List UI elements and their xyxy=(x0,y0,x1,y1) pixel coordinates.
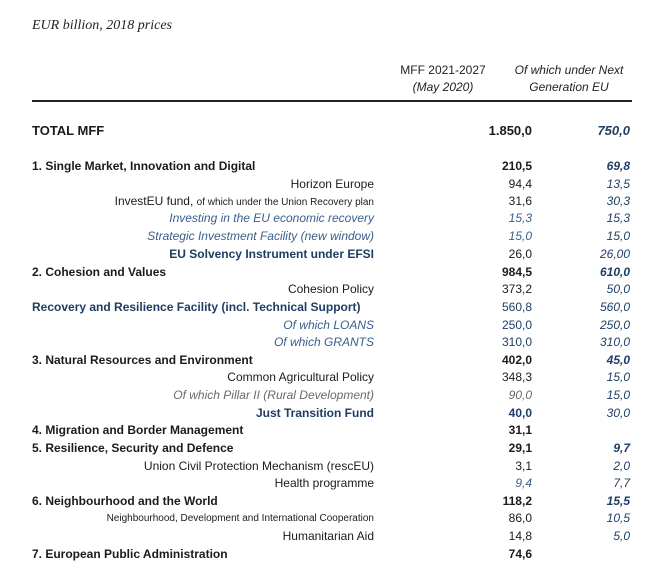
table-row xyxy=(32,281,632,298)
row-value-ngeu: 15,5 xyxy=(606,494,630,508)
row-value-mff: 74,6 xyxy=(508,547,532,561)
row-value-mff: 118,2 xyxy=(502,494,532,508)
row-label: Recovery and Resilience Facility (incl. Technical Support) xyxy=(32,300,361,314)
table-row xyxy=(32,246,632,263)
row-value-mff: 210,5 xyxy=(501,159,532,173)
row-value-mff: 15,3 xyxy=(508,211,532,225)
table-caption: EUR billion, 2018 prices xyxy=(32,18,172,33)
row-value-ngeu: 45,0 xyxy=(606,353,630,367)
table-row xyxy=(32,405,632,422)
row-value-ngeu: 250,0 xyxy=(599,318,630,332)
table-row xyxy=(32,422,632,439)
table-row xyxy=(32,546,632,563)
row-value-mff: 14,8 xyxy=(508,529,532,543)
row-label: Common Agricultural Policy xyxy=(227,370,374,384)
table-row xyxy=(32,458,632,475)
row-label: Neighbourhood, Development and International Cooperation xyxy=(106,513,374,524)
table-row xyxy=(32,334,632,351)
row-value-mff: 9,4 xyxy=(515,476,532,490)
row-label: Horizon Europe xyxy=(290,177,374,191)
row-value-ngeu: 15,0 xyxy=(606,370,630,384)
row-value-ngeu: 10,5 xyxy=(606,511,630,525)
row-value-ngeu: 50,0 xyxy=(606,282,630,296)
row-label: Humanitarian Aid xyxy=(282,529,374,543)
column-header-mff-line1: MFF 2021-2027 xyxy=(400,63,486,77)
table-row xyxy=(32,228,632,245)
row-value-ngeu: 7,7 xyxy=(613,476,630,490)
row-value-mff: 40,0 xyxy=(508,406,532,420)
row-value-mff: 90,0 xyxy=(508,388,532,402)
table-row xyxy=(32,369,632,386)
row-value-ngeu: 15,0 xyxy=(606,229,630,243)
row-label: Union Civil Protection Mechanism (rescEU) xyxy=(143,459,374,473)
row-value-mff: 373,2 xyxy=(501,282,532,296)
row-value-ngeu: 560,0 xyxy=(599,300,630,314)
row-label: Of which GRANTS xyxy=(273,335,374,349)
row-value-mff: 402,0 xyxy=(501,353,532,367)
table-row xyxy=(32,493,632,510)
row-label-note: of which under the Union Recovery plan xyxy=(196,197,374,208)
column-header-mff xyxy=(388,62,498,96)
row-value-mff: 29,1 xyxy=(508,441,532,455)
row-value-mff: 26,0 xyxy=(508,247,532,261)
table-row xyxy=(32,193,632,210)
row-label: 3. Natural Resources and Environment xyxy=(32,353,253,367)
row-value-ngeu: 750,0 xyxy=(597,123,630,138)
row-value-ngeu: 30,0 xyxy=(606,406,630,420)
row-label: 2. Cohesion and Values xyxy=(32,265,167,279)
table-row xyxy=(32,299,632,316)
table-row xyxy=(32,352,632,369)
row-value-ngeu: 310,0 xyxy=(599,335,630,349)
row-value-ngeu: 2,0 xyxy=(613,459,630,473)
table-row xyxy=(32,176,632,193)
column-header-mff-line2: (May 2020) xyxy=(412,80,474,94)
row-value-ngeu: 15,0 xyxy=(606,388,630,402)
row-value-mff: 310,0 xyxy=(501,335,532,349)
row-label: Health programme xyxy=(274,476,374,490)
row-label: TOTAL MFF xyxy=(32,123,105,138)
row-value-ngeu: 13,5 xyxy=(606,177,630,191)
row-value-mff: 250,0 xyxy=(501,318,532,332)
row-value-mff: 94,4 xyxy=(508,177,532,191)
row-label: 1. Single Market, Innovation and Digital xyxy=(32,159,256,173)
row-label: Just Transition Fund xyxy=(255,406,374,420)
row-value-ngeu: 5,0 xyxy=(613,529,630,543)
row-label: EU Solvency Instrument under EFSI xyxy=(169,247,374,261)
row-label: Of which LOANS xyxy=(283,318,374,332)
row-label-main: InvestEU fund, xyxy=(114,194,194,208)
table-row xyxy=(32,475,632,492)
row-label: Investing in the EU economic recovery xyxy=(169,211,374,225)
table-row xyxy=(32,264,632,281)
row-value-mff: 31,6 xyxy=(508,194,532,208)
table-row xyxy=(32,387,632,404)
header-divider xyxy=(32,100,632,102)
row-label: 5. Resilience, Security and Defence xyxy=(32,441,234,455)
table-row-total xyxy=(32,122,632,139)
row-value-mff: 86,0 xyxy=(508,511,532,525)
table-row xyxy=(32,440,632,457)
row-value-ngeu: 30,3 xyxy=(606,194,630,208)
row-value-ngeu: 69,8 xyxy=(606,159,630,173)
row-value-mff: 560,8 xyxy=(501,300,532,314)
row-value-ngeu: 15,3 xyxy=(606,211,630,225)
row-label xyxy=(115,193,374,211)
row-value-ngeu: 9,7 xyxy=(613,441,630,455)
row-value-mff: 1.850,0 xyxy=(488,123,532,138)
row-value-mff: 15,0 xyxy=(508,229,532,243)
row-label: Of which Pillar II (Rural Development) xyxy=(173,388,374,402)
row-label: 7. European Public Administration xyxy=(32,547,228,561)
column-header-ngeu-line1: Of which under Next xyxy=(514,63,624,77)
row-label: 4. Migration and Border Management xyxy=(32,423,244,437)
row-value-mff: 984,5 xyxy=(501,265,532,279)
table-row xyxy=(32,510,632,527)
column-header-ngeu xyxy=(510,62,628,96)
table-row xyxy=(32,317,632,334)
row-label: 6. Neighbourhood and the World xyxy=(32,494,218,508)
row-value-ngeu: 610,0 xyxy=(599,265,630,279)
row-value-mff: 348,3 xyxy=(501,370,532,384)
row-label: Cohesion Policy xyxy=(287,282,374,296)
table-row xyxy=(32,158,632,175)
row-label: Strategic Investment Facility (new window) xyxy=(147,229,374,243)
row-value-mff: 3,1 xyxy=(515,459,532,473)
table-row xyxy=(32,528,632,545)
row-value-ngeu: 26,00 xyxy=(599,247,630,261)
table-row xyxy=(32,210,632,227)
column-header-ngeu-line2: Generation EU xyxy=(529,80,609,94)
row-value-mff: 31,1 xyxy=(508,423,532,437)
